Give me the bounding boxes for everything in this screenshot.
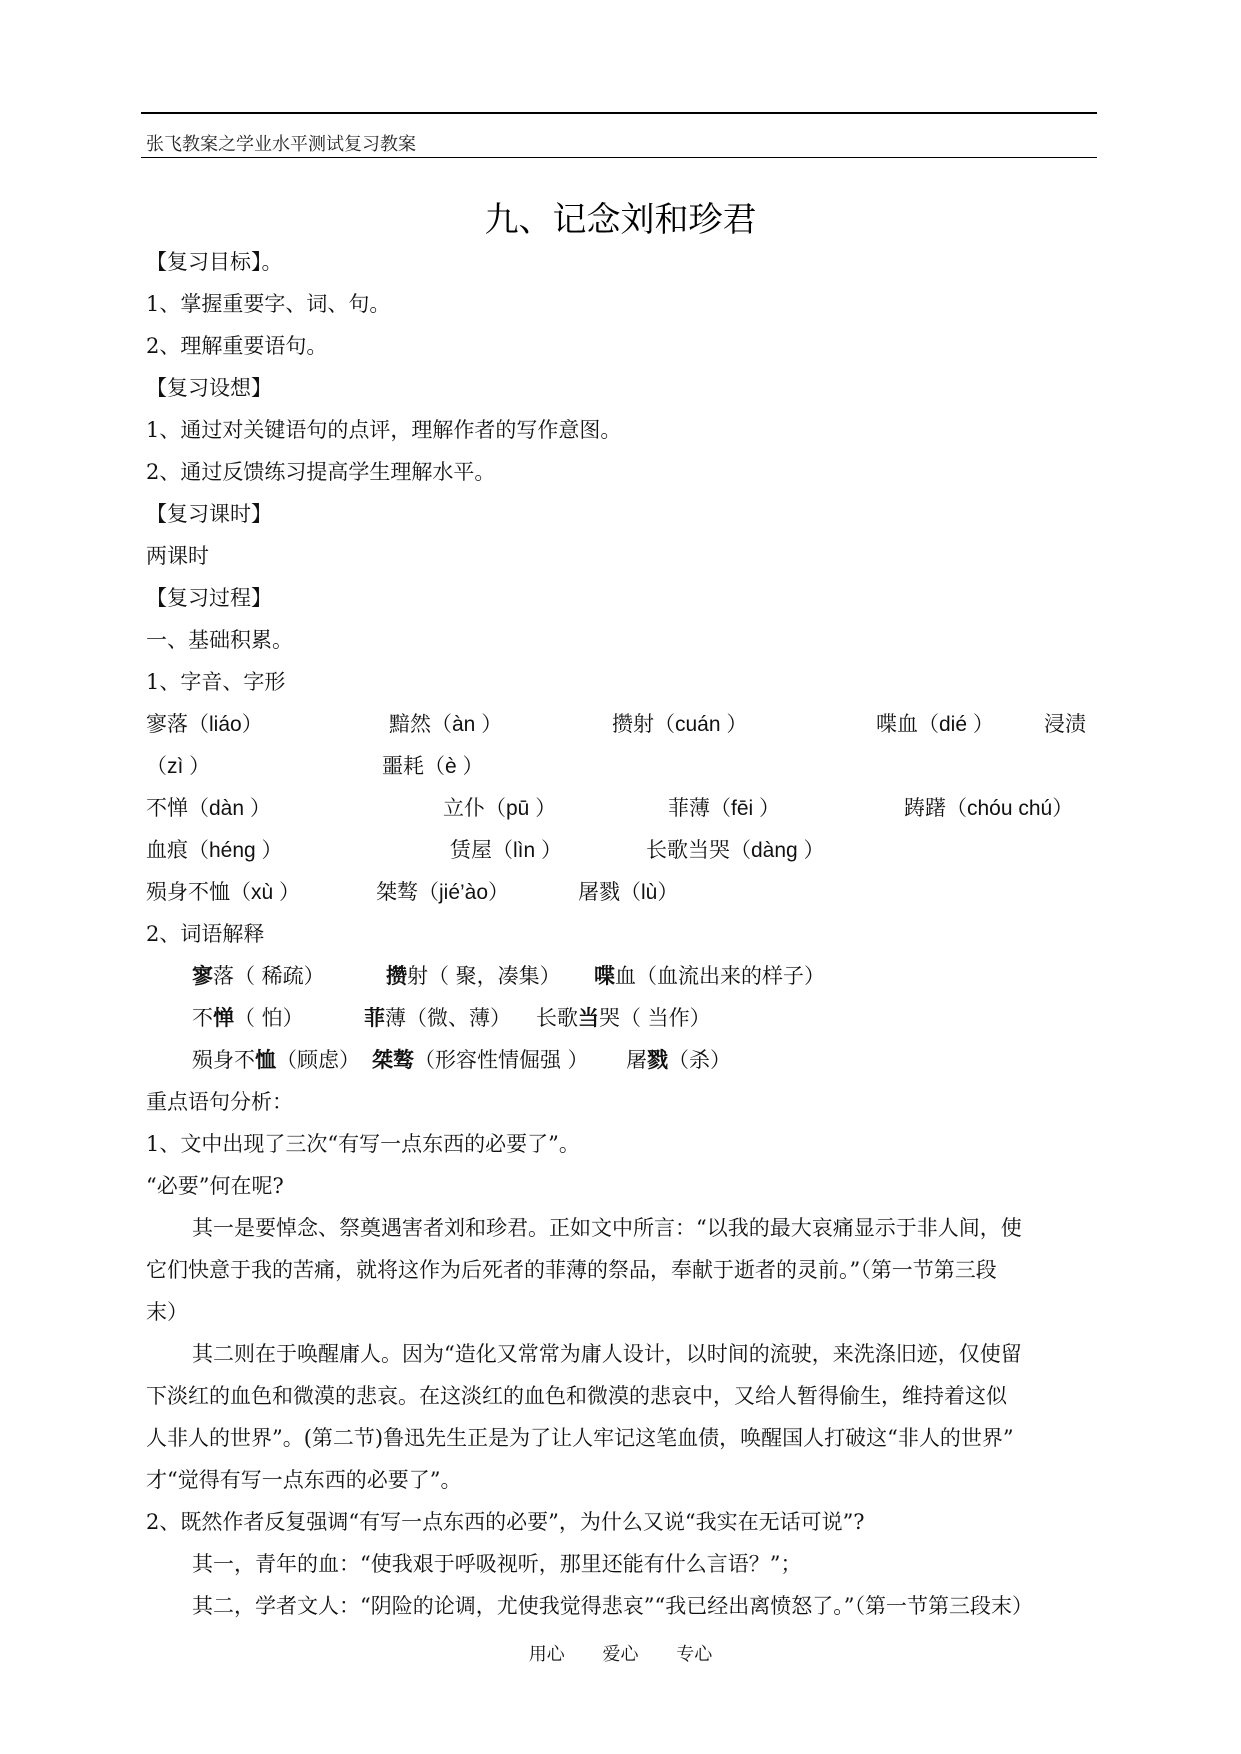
vocab-item xyxy=(536,1002,711,1032)
pinyin-reading: （zì ） xyxy=(146,755,211,778)
vocab-gloss: （形容性情倔强 ） xyxy=(414,1048,589,1072)
objectives-heading: 【复习目标】。 xyxy=(146,250,283,274)
subsection-heading: 1、字音、字形 xyxy=(146,670,286,694)
idea-item: 2、通过反馈练习提高学生理解水平。 xyxy=(146,460,496,484)
paragraph-1-line: 它们快意于我的苦痛，就将这作为后死者的菲薄的祭品，奉献于逝者的灵前。”（第一节第三段 xyxy=(146,1258,997,1282)
pinyin-word: 赁屋 xyxy=(450,838,492,862)
footer-word: 专心 xyxy=(676,1644,713,1665)
ideas-heading: 【复习设想】 xyxy=(146,376,272,400)
vocab-prefix: 不 xyxy=(192,1006,213,1030)
footer-word: 爱心 xyxy=(602,1644,639,1665)
pinyin-word: 寥落 xyxy=(146,712,188,736)
pinyin-item xyxy=(668,792,780,822)
vocab-key-char: 喋 xyxy=(594,963,615,988)
vocab-item xyxy=(192,1044,360,1074)
pinyin-reading: （liáo） xyxy=(188,713,263,736)
pinyin-item xyxy=(146,834,283,864)
vocab-item xyxy=(192,960,325,990)
pinyin-reading: （dàn ） xyxy=(188,797,271,820)
vocab-prefix: 屠 xyxy=(626,1048,647,1072)
vocab-prefix: 殒身不 xyxy=(192,1048,255,1072)
pinyin-reading: （dàng ） xyxy=(730,839,825,862)
answer-1: 其一，青年的血：“使我艰于呼吸视听，那里还能有什么言语？”； xyxy=(192,1552,802,1576)
pinyin-reading: （cuán ） xyxy=(654,713,748,736)
pinyin-word: 血痕 xyxy=(146,838,188,862)
pinyin-reading: （xù ） xyxy=(230,881,301,904)
lesson-title: 九、记念刘和珍君 xyxy=(484,200,757,240)
subsection-heading: 2、词语解释 xyxy=(146,922,265,946)
idea-item: 1、通过对关键语句的点评，理解作者的写作意图。 xyxy=(146,418,622,442)
question-1-sub: “必要”何在呢? xyxy=(146,1174,284,1198)
vocab-gloss: 哭（ 当作） xyxy=(599,1006,711,1030)
vocab-key-char: 当 xyxy=(578,1005,599,1030)
vocab-gloss: 落（ 稀疏） xyxy=(213,964,325,988)
answer-2: 其二，学者文人：“阴险的论调，尤使我觉得悲哀”“我已经出离愤怒了。”（第一节第三段末） xyxy=(192,1594,1033,1618)
vocab-gloss: （ 怕） xyxy=(234,1006,304,1030)
pinyin-reading: （dié ） xyxy=(918,713,994,736)
objective-item: 2、理解重要语句。 xyxy=(146,334,328,358)
process-heading: 【复习过程】 xyxy=(146,586,272,610)
pinyin-item xyxy=(443,792,556,822)
pinyin-word: 菲薄 xyxy=(668,796,710,820)
vocab-item xyxy=(626,1044,731,1074)
pinyin-word: 立仆 xyxy=(443,796,485,820)
vocab-gloss: 血（血流出来的样子） xyxy=(615,964,825,988)
pinyin-item xyxy=(146,792,271,822)
pinyin-reading: （lìn ） xyxy=(492,839,563,862)
hours-value: 两课时 xyxy=(146,544,209,568)
pinyin-item xyxy=(146,750,210,780)
page-footer xyxy=(0,1640,1241,1666)
pinyin-item xyxy=(376,876,509,906)
vocab-key-char: 戮 xyxy=(647,1047,668,1072)
analysis-heading: 重点语句分析： xyxy=(146,1090,293,1114)
vocab-key-char: 寥 xyxy=(192,963,213,988)
vocab-key-char: 攒 xyxy=(386,963,407,988)
pinyin-word: 浸渍 xyxy=(1044,712,1086,736)
pinyin-item xyxy=(904,792,1073,822)
pinyin-reading: （àn ） xyxy=(431,713,503,736)
pinyin-reading: （chóu chú） xyxy=(946,797,1074,820)
header-rule-bottom xyxy=(141,157,1097,158)
paragraph-1-line: 其一是要悼念、祭奠遇害者刘和珍君。正如文中所言：“以我的最大哀痛显示于非人间，使 xyxy=(192,1216,1022,1240)
pinyin-item xyxy=(146,708,263,738)
pinyin-reading: （pū ） xyxy=(485,797,557,820)
question-2: 2、既然作者反复强调“有写一点东西的必要”，为什么又说“我实在无话可说”? xyxy=(146,1510,865,1534)
vocab-prefix: 长歌 xyxy=(536,1006,578,1030)
footer-word: 用心 xyxy=(528,1644,565,1665)
vocab-item xyxy=(192,1002,304,1032)
vocab-item xyxy=(386,960,561,990)
paragraph-2-line: 人非人的世界”。(第二节)鲁迅先生正是为了让人牢记这笔血债，唤醒国人打破这“非人的世界” xyxy=(146,1426,1014,1450)
pinyin-item xyxy=(578,876,678,906)
vocab-item xyxy=(372,1044,589,1074)
pinyin-word: 不惮 xyxy=(146,796,188,820)
hours-heading: 【复习课时】 xyxy=(146,502,272,526)
pinyin-item xyxy=(146,876,300,906)
vocab-key-char: 桀骜 xyxy=(372,1047,414,1072)
pinyin-reading: （lù） xyxy=(620,881,679,904)
pinyin-item xyxy=(1044,708,1086,738)
pinyin-item xyxy=(389,708,502,738)
vocab-gloss: 射（ 聚，凑集） xyxy=(407,964,561,988)
paragraph-2-line: 其二则在于唤醒庸人。因为“造化又常常为庸人设计，以时间的流驶，来洗涤旧迹，仅使留 xyxy=(192,1342,1022,1366)
pinyin-reading: （è ） xyxy=(424,755,484,778)
vocab-gloss: （顾虑） xyxy=(276,1048,360,1072)
pinyin-reading: （héng ） xyxy=(188,839,283,862)
pinyin-word: 噩耗 xyxy=(382,754,424,778)
pinyin-item xyxy=(876,708,994,738)
vocab-item xyxy=(594,960,825,990)
vocab-key-char: 恤 xyxy=(255,1047,276,1072)
pinyin-word: 踌躇 xyxy=(904,796,946,820)
pinyin-word: 桀骜 xyxy=(376,880,418,904)
pinyin-item xyxy=(450,834,562,864)
pinyin-word: 长歌当哭 xyxy=(646,838,730,862)
pinyin-reading: （fēi ） xyxy=(710,797,781,820)
pinyin-item xyxy=(612,708,747,738)
paragraph-1-line: 末） xyxy=(146,1300,188,1324)
pinyin-reading: （jié’ào） xyxy=(418,881,510,904)
vocab-gloss: （杀） xyxy=(668,1048,731,1072)
pinyin-word: 喋血 xyxy=(876,712,918,736)
pinyin-word: 殒身不恤 xyxy=(146,880,230,904)
section-heading: 一、基础积累。 xyxy=(146,628,293,652)
question-1: 1、文中出现了三次“有写一点东西的必要了”。 xyxy=(146,1132,580,1156)
document-header: 张飞教案之学业水平测试复习教案 xyxy=(146,134,416,155)
vocab-item xyxy=(364,1002,511,1032)
pinyin-word: 黯然 xyxy=(389,712,431,736)
paragraph-2-line: 才“觉得有写一点东西的必要了”。 xyxy=(146,1468,462,1492)
pinyin-item xyxy=(646,834,825,864)
pinyin-word: 攒射 xyxy=(612,712,654,736)
pinyin-item xyxy=(382,750,484,780)
header-rule-top xyxy=(141,112,1097,114)
objective-item: 1、掌握重要字、词、句。 xyxy=(146,292,391,316)
pinyin-word: 屠戮 xyxy=(578,880,620,904)
vocab-gloss: 薄（微、薄） xyxy=(385,1006,511,1030)
paragraph-2-line: 下淡红的血色和微漠的悲哀。在这淡红的血色和微漠的悲哀中，又给人暂得偷生，维持着这似 xyxy=(146,1384,1007,1408)
vocab-key-char: 菲 xyxy=(364,1005,385,1030)
vocab-key-char: 惮 xyxy=(213,1005,234,1030)
